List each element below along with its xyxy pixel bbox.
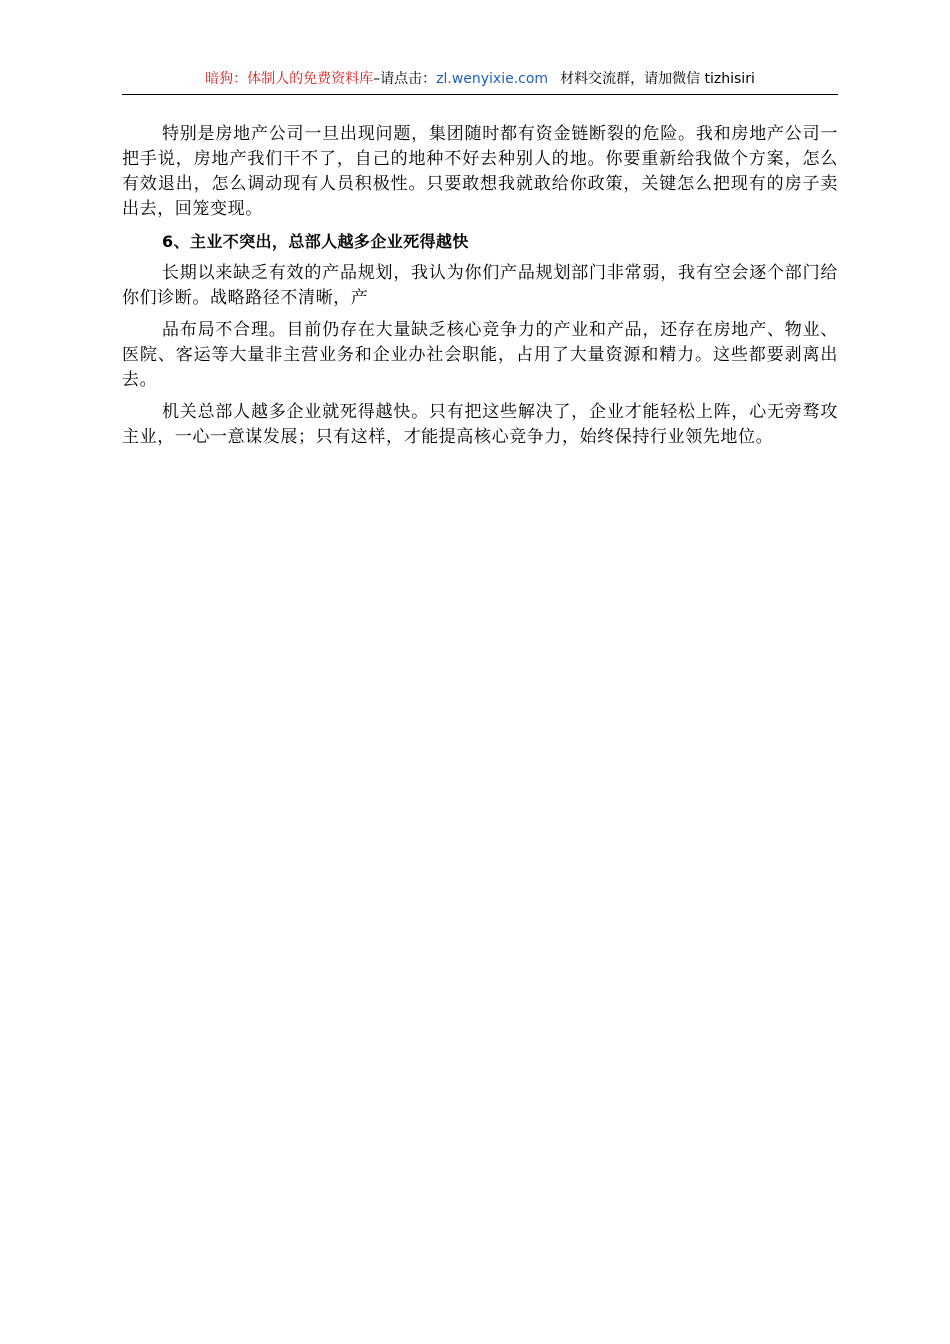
header-title: 暗狗：体制人的免费资料库 bbox=[205, 71, 374, 87]
header-prompt: –请点击： bbox=[373, 71, 437, 87]
page-header bbox=[122, 68, 838, 95]
section-heading-6: 6、主业不突出，总部人越多企业死得越快 bbox=[162, 232, 469, 251]
paragraph-product-planning: 长期以来缺乏有效的产品规划，我认为你们产品规划部门非常弱，我有空会逐个部门给你们诊断。战略路径不清晰，产 bbox=[122, 263, 838, 308]
header-link[interactable]: zl.wenyixie.com bbox=[436, 71, 549, 87]
document-body bbox=[122, 122, 838, 457]
paragraph-headquarters: 机关总部人越多企业就死得越快。只有把这些解决了，企业才能轻松上阵，心无旁骛攻主业，一心一意谋发展；只有这样，才能提高核心竞争力，始终保持行业领先地位。 bbox=[122, 402, 838, 447]
paragraph-real-estate-risk: 特别是房地产公司一旦出现问题，集团随时都有资金链断裂的危险。我和房地产公司一把手说，房地产我们干不了，自己的地种不好去种别人的地。你要重新给我做个方案，怎么有效退出，怎么调动现有人员积极性。只要敢想我就敢给你政策，关键怎么把现有的房子卖出去，回笼变现。 bbox=[122, 124, 838, 219]
paragraph-product-layout: 品布局不合理。目前仍存在大量缺乏核心竞争力的产业和产品，还存在房地产、物业、医院、客运等大量非主营业务和企业办社会职能，占用了大量资源和精力。这些都要剥离出去。 bbox=[122, 320, 838, 390]
header-contact: 材料交流群，请加微信 tizhisiri bbox=[560, 71, 755, 87]
